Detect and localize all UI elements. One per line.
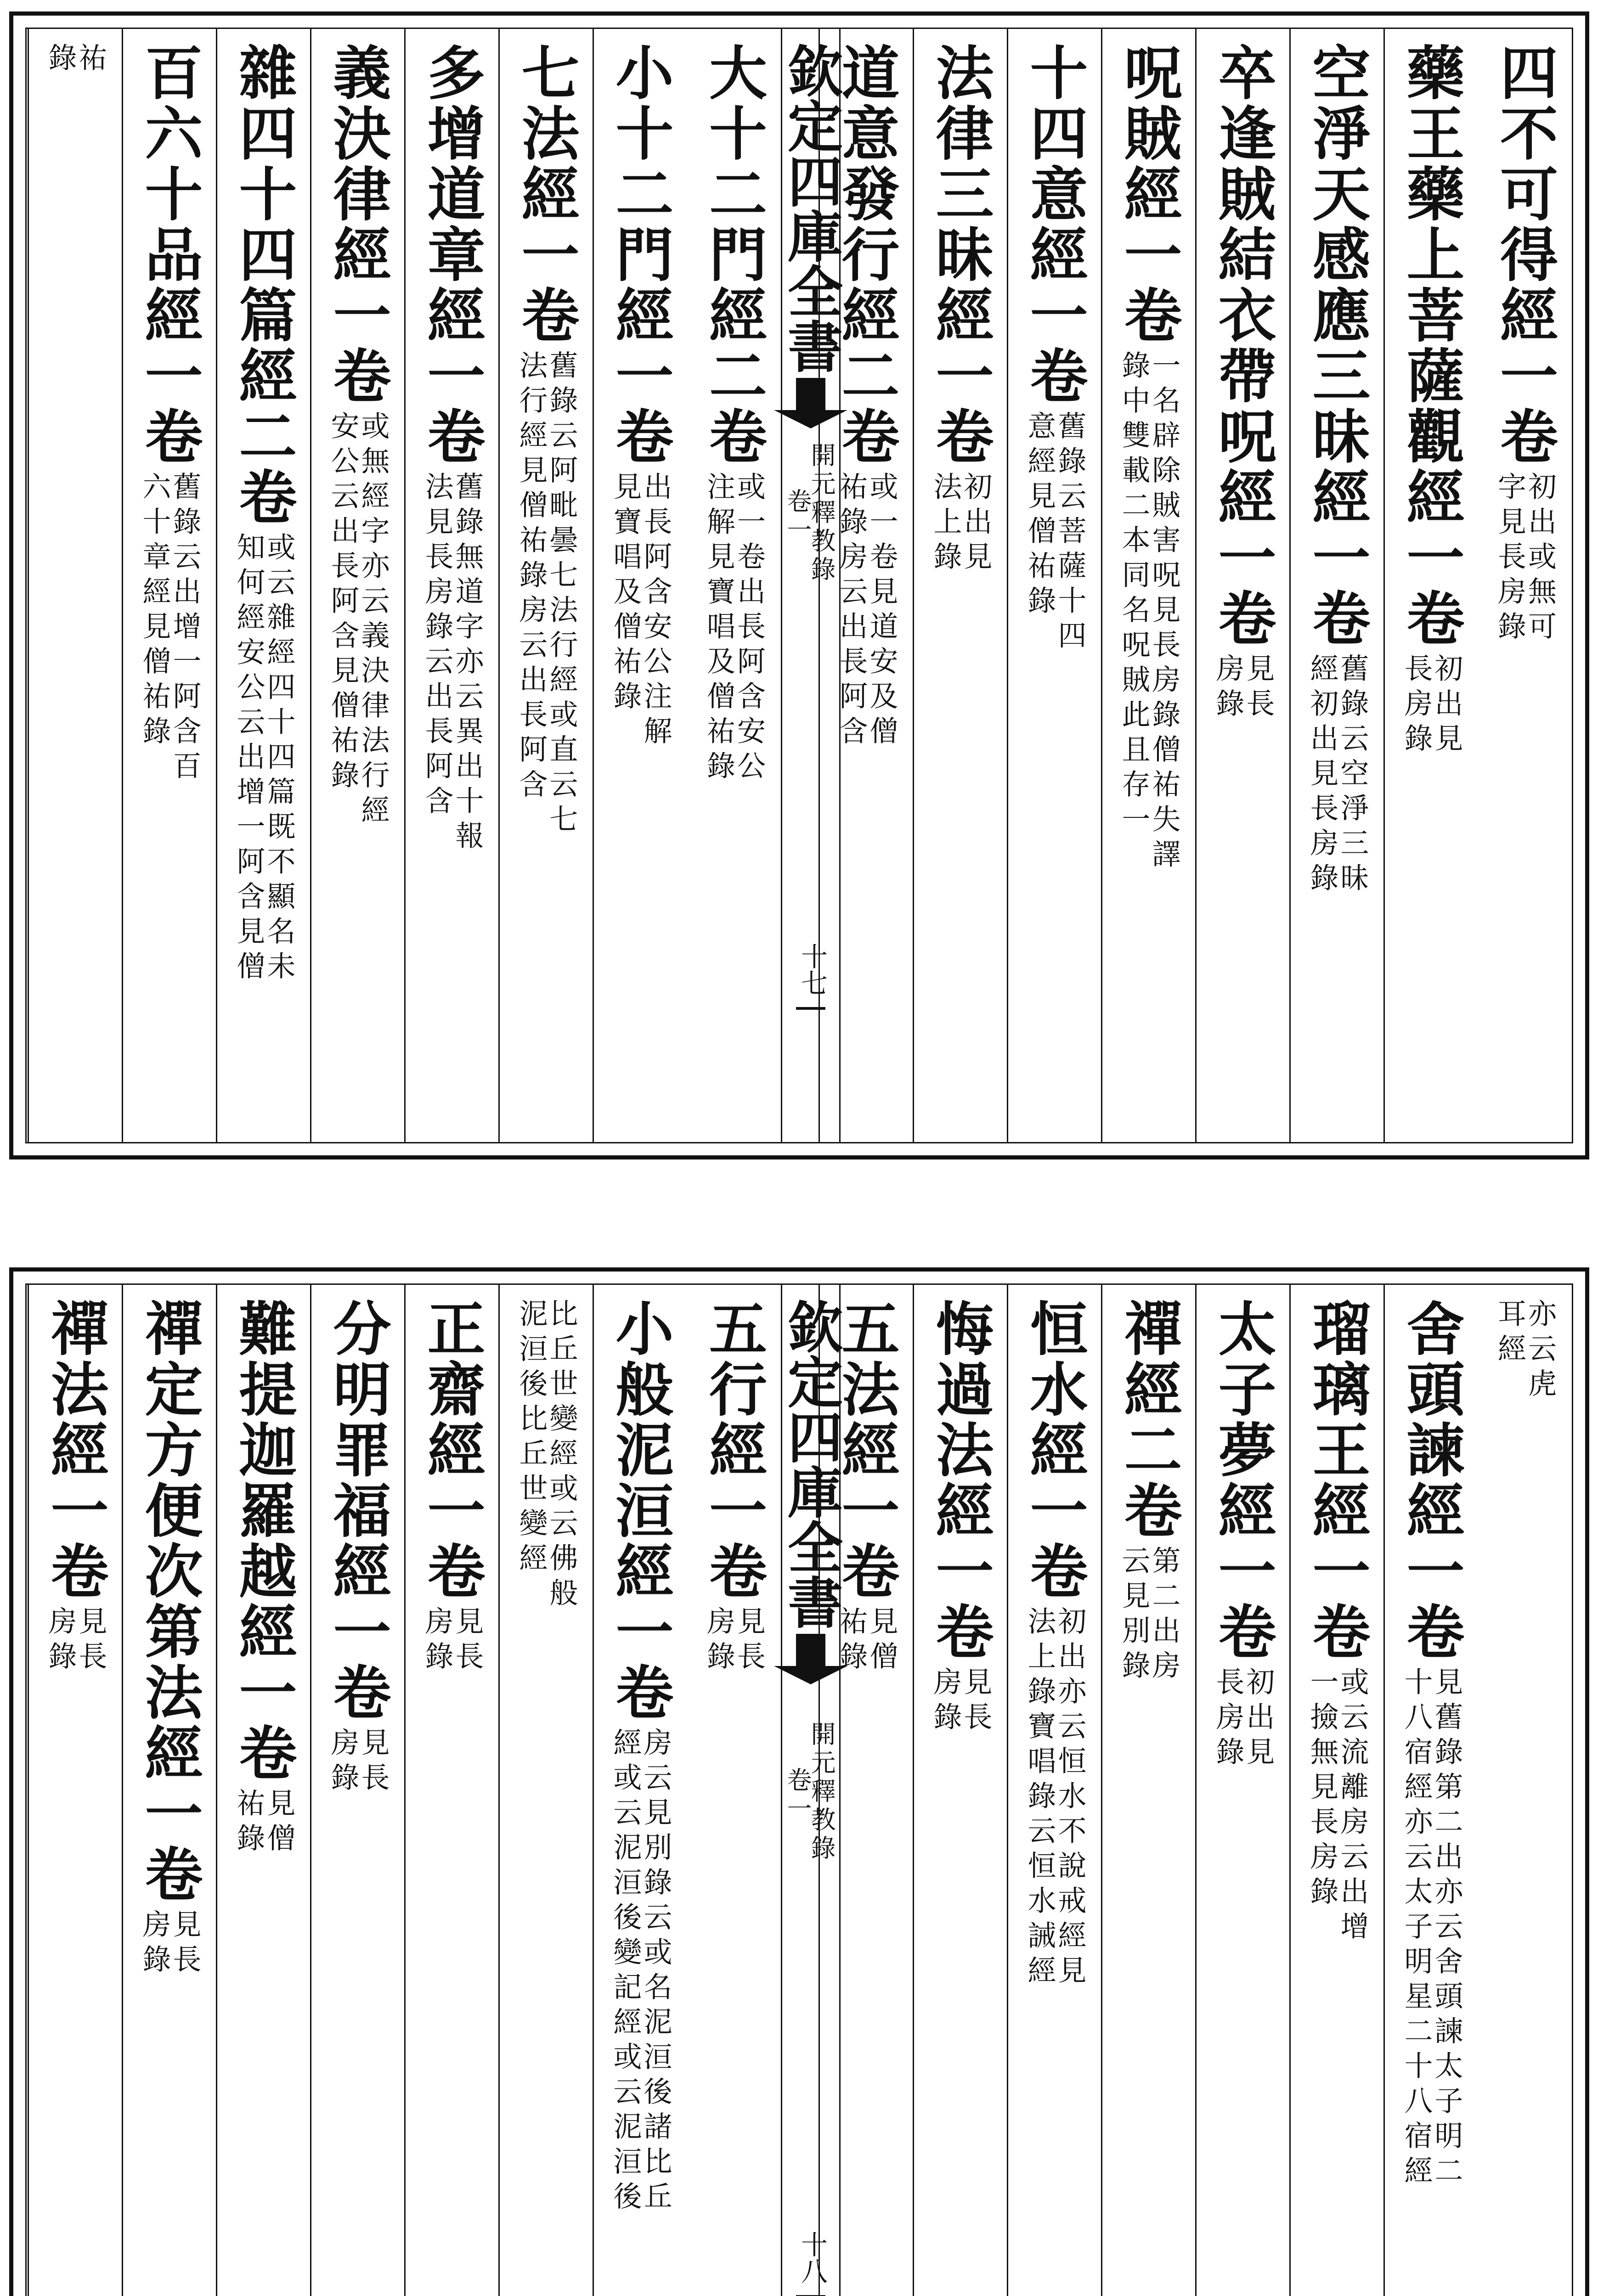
annotation-line: 一撿無見長房錄 bbox=[1305, 1667, 1339, 1911]
annotation-line: 舊錄云出增一阿含百 bbox=[168, 472, 202, 786]
sutra-title: 大十二門經二卷 bbox=[700, 43, 768, 467]
bottom-left-column bbox=[593, 1285, 687, 2296]
bottom-right-column bbox=[1383, 1285, 1478, 2296]
annotation-line: 房云見別錄云或名泥洹後諸比丘 bbox=[639, 1728, 672, 2216]
top-volume: 卷一 bbox=[783, 488, 812, 545]
top-left-column bbox=[687, 29, 781, 1142]
annotation-line: 見舊錄第二出亦云舍頭諫太子明二 bbox=[1430, 1667, 1463, 2190]
bottom-left-column bbox=[498, 1285, 593, 2296]
annotation-group bbox=[138, 472, 202, 786]
top-left-column bbox=[310, 29, 404, 1142]
bottom-left-column bbox=[404, 1285, 498, 2296]
annotation-line: 法行經見僧祐錄房云出長阿含 bbox=[514, 350, 548, 804]
sutra-title: 十四意經一卷 bbox=[1021, 43, 1089, 406]
annotation-group bbox=[1305, 1667, 1369, 1946]
sutra-title: 悔過法經一卷 bbox=[926, 1299, 994, 1662]
bottom-right-column bbox=[1195, 1285, 1289, 2296]
sutra-title: 禪定方便次第法經一卷 bbox=[135, 1299, 203, 1905]
top-right-column bbox=[1289, 29, 1383, 1142]
annotation-line: 十八宿經亦云太子明星二十八宿經 bbox=[1400, 1667, 1433, 2190]
top-book-title: 開元釋教錄 bbox=[807, 442, 836, 585]
annotation-group bbox=[929, 472, 993, 576]
annotation-line: 耳經 bbox=[1493, 1299, 1527, 1368]
annotation-group bbox=[611, 472, 670, 751]
sutra-title: 卒逢賊結衣帶呪經一卷 bbox=[1209, 43, 1277, 649]
annotation-line: 字見長房錄 bbox=[1493, 472, 1527, 646]
sutra-title: 禪法經一卷 bbox=[41, 1299, 109, 1602]
sutra-title: 小般泥洹經一卷 bbox=[606, 1299, 674, 1723]
bottom-volume: 卷一 bbox=[783, 1767, 812, 1824]
top-running-title: 欽定四庫全書 bbox=[779, 43, 843, 373]
bottom-right-column bbox=[1101, 1285, 1195, 2296]
annotation-line: 法上錄 bbox=[929, 472, 962, 576]
bottom-right-column bbox=[913, 1285, 1007, 2296]
sutra-title: 四不可得經一卷 bbox=[1490, 43, 1559, 467]
folio-top-inner-frame bbox=[25, 28, 1573, 1143]
annotation-line: 見僧 bbox=[262, 1788, 296, 1858]
annotation-line: 祐 bbox=[74, 43, 107, 78]
annotation-line: 初出見 bbox=[959, 472, 993, 576]
sutra-title: 法律三昧經一卷 bbox=[926, 43, 994, 467]
annotation-group bbox=[1023, 411, 1087, 655]
annotation-line: 或一卷見道安及僧 bbox=[865, 472, 898, 751]
annotation-line: 房錄 bbox=[702, 1606, 736, 1676]
annotation-group bbox=[837, 472, 896, 751]
annotation-group bbox=[420, 1606, 484, 1676]
annotation-line: 亦云虎 bbox=[1523, 1299, 1557, 1403]
annotation-line: 比丘世變經或云佛般 bbox=[545, 1299, 578, 1613]
top-right-column bbox=[1383, 29, 1478, 1142]
sutra-title: 空淨天感應三昧經一卷 bbox=[1303, 43, 1371, 649]
sutra-title: 正齋經一卷 bbox=[418, 1299, 486, 1602]
top-right-column bbox=[1101, 29, 1195, 1142]
annotation-group bbox=[1117, 1546, 1181, 1685]
annotation-line: 經初出見長房錄 bbox=[1305, 653, 1339, 898]
sutra-title: 藥王藥上菩薩觀經一卷 bbox=[1397, 43, 1465, 649]
bottom-page-number: 十八 bbox=[796, 2231, 828, 2284]
annotation-group bbox=[326, 1728, 390, 1797]
bottom-book-title: 開元釋教錄 bbox=[807, 1721, 836, 1863]
sutra-title: 五法經一卷 bbox=[832, 1299, 900, 1602]
annotation-line: 見長 bbox=[732, 1606, 766, 1676]
annotation-line: 見寶唱及僧祐錄 bbox=[609, 472, 642, 716]
annotation-group bbox=[929, 1667, 993, 1737]
annotation-line: 見長 bbox=[168, 1909, 202, 1979]
annotation-line: 安公云出長阿含見僧祐錄 bbox=[326, 411, 360, 795]
annotation-group bbox=[702, 1606, 766, 1676]
annotation-line: 房錄 bbox=[138, 1909, 171, 1979]
annotation-group bbox=[1493, 1299, 1557, 1403]
annotation-group bbox=[702, 472, 766, 786]
sutra-title: 百六十品經一卷 bbox=[135, 43, 203, 467]
sutra-title: 道意發行經二卷 bbox=[832, 43, 900, 467]
top-page-number: 十七 bbox=[796, 943, 828, 996]
top-left-column bbox=[404, 29, 498, 1142]
annotation-group bbox=[232, 532, 296, 986]
top-right-column bbox=[913, 29, 1007, 1142]
annotation-line: 泥洹後比丘世變經 bbox=[514, 1299, 548, 1578]
annotation-group bbox=[1402, 1667, 1461, 2190]
annotation-group bbox=[1402, 653, 1461, 758]
sutra-title: 七法經一卷 bbox=[512, 43, 580, 346]
annotation-line: 長房錄 bbox=[1211, 1667, 1245, 1772]
annotation-line: 見長 bbox=[1242, 653, 1275, 723]
sutra-title: 小十二門經一卷 bbox=[606, 43, 674, 467]
annotation-group bbox=[46, 1606, 105, 1676]
annotation-group bbox=[138, 1909, 202, 1979]
annotation-group bbox=[514, 350, 578, 839]
folio-bottom bbox=[9, 1267, 1589, 2296]
sutra-title: 雜四十四篇經二卷 bbox=[230, 43, 298, 528]
top-banxin bbox=[781, 29, 841, 1142]
annotation-line: 長房錄 bbox=[1400, 653, 1433, 758]
top-right-column bbox=[1007, 29, 1101, 1142]
annotation-line: 見長 bbox=[959, 1667, 993, 1737]
annotation-line: 舊錄云空淨三昧 bbox=[1336, 653, 1369, 898]
annotation-line: 祐錄房云出長阿含 bbox=[835, 472, 868, 751]
bottom-left-column bbox=[216, 1285, 310, 2296]
annotation-group bbox=[1493, 472, 1557, 646]
annotation-group bbox=[420, 472, 484, 855]
annotation-line: 注解見寶唱及僧祐錄 bbox=[702, 472, 736, 786]
sutra-title: 多增道章經一卷 bbox=[418, 43, 486, 467]
annotation-group bbox=[1211, 653, 1275, 723]
annotation-line: 祐錄 bbox=[835, 1606, 868, 1676]
annotation-group bbox=[232, 1788, 296, 1858]
annotation-line: 錄 bbox=[44, 43, 77, 78]
folio-top bbox=[9, 11, 1589, 1159]
sutra-title: 太子夢經一卷 bbox=[1209, 1299, 1277, 1662]
bottom-left-column bbox=[687, 1285, 781, 2296]
sutra-title: 五行經一卷 bbox=[700, 1299, 768, 1602]
top-left-column bbox=[28, 29, 122, 1142]
sutra-title: 難提迦羅越經一卷 bbox=[230, 1299, 298, 1784]
annotation-line: 一名辟除賊害呪見長房錄僧祐失譯 bbox=[1147, 350, 1181, 874]
top-left-column bbox=[593, 29, 687, 1142]
annotation-line: 經或云泥洹後變記經或云泥洹後 bbox=[609, 1728, 642, 2216]
top-fishtail-ornament bbox=[796, 378, 825, 410]
top-fishtail-bottom bbox=[796, 1007, 825, 1010]
annotation-line: 舊錄無道字亦云異出十報 bbox=[451, 472, 484, 855]
bottom-fishtail-ornament bbox=[796, 1634, 825, 1666]
annotation-group bbox=[611, 1728, 670, 2216]
bottom-right-column bbox=[1007, 1285, 1101, 2296]
bottom-left-column bbox=[310, 1285, 404, 2296]
annotation-group bbox=[46, 43, 105, 78]
annotation-line: 見長 bbox=[74, 1606, 107, 1676]
annotation-group bbox=[326, 411, 390, 830]
annotation-line: 第二出房 bbox=[1147, 1546, 1181, 1685]
annotation-line: 房錄 bbox=[929, 1667, 962, 1737]
annotation-line: 錄中雙載二本同名呪賊此且存一 bbox=[1117, 350, 1151, 839]
sutra-title: 分明罪福經一卷 bbox=[324, 1299, 392, 1723]
sutra-title: 舍頭諫經一卷 bbox=[1397, 1299, 1465, 1662]
annotation-group bbox=[1023, 1606, 1087, 1990]
annotation-group bbox=[1211, 1667, 1275, 1772]
annotation-line: 初出亦云恒水不說戒經見 bbox=[1053, 1606, 1087, 1990]
annotation-group bbox=[514, 1299, 578, 1613]
bottom-left-column bbox=[122, 1285, 216, 2296]
annotation-line: 六十章經見僧祐錄 bbox=[138, 472, 171, 751]
annotation-line: 意經見僧祐錄 bbox=[1023, 411, 1056, 620]
top-left-column bbox=[216, 29, 310, 1142]
annotation-line: 或云流離房云出增 bbox=[1336, 1667, 1369, 1946]
annotation-line: 或云雜經四十四篇既不顯名未 bbox=[262, 532, 296, 986]
annotation-line: 見長 bbox=[451, 1606, 484, 1676]
sutra-title: 禪經二卷 bbox=[1115, 1299, 1183, 1541]
bottom-right-column bbox=[1289, 1285, 1383, 2296]
annotation-line: 舊錄云菩薩十四 bbox=[1053, 411, 1087, 655]
sutra-title: 恒水經一卷 bbox=[1021, 1299, 1089, 1602]
annotation-line: 初出見 bbox=[1430, 653, 1463, 758]
folio-bottom-inner-frame bbox=[25, 1283, 1573, 2296]
bottom-banxin bbox=[781, 1285, 841, 2296]
annotation-group bbox=[1117, 350, 1181, 874]
bottom-right-column bbox=[1478, 1285, 1572, 2296]
bottom-running-title: 欽定四庫全書 bbox=[779, 1299, 843, 1629]
sutra-title: 義決律經一卷 bbox=[324, 43, 392, 406]
annotation-line: 舊錄云阿毗曇七法行經或直云七 bbox=[545, 350, 578, 839]
annotation-line: 法上錄寶唱錄云恒水誡經 bbox=[1023, 1606, 1056, 1990]
annotation-line: 房錄 bbox=[44, 1606, 77, 1676]
annotation-line: 初出或無可 bbox=[1523, 472, 1557, 646]
annotation-line: 法見長房錄云出長阿含 bbox=[420, 472, 454, 821]
annotation-line: 見長 bbox=[356, 1728, 390, 1797]
sutra-title: 瑠璃王經一卷 bbox=[1303, 1299, 1371, 1662]
annotation-line: 祐錄 bbox=[232, 1788, 265, 1858]
annotation-line: 或無經字亦云義決律法行經 bbox=[356, 411, 390, 830]
annotation-line: 初出見 bbox=[1242, 1667, 1275, 1772]
annotation-line: 房錄 bbox=[420, 1606, 454, 1676]
top-left-column bbox=[498, 29, 593, 1142]
annotation-line: 云見別錄 bbox=[1117, 1546, 1151, 1685]
annotation-line: 房錄 bbox=[1211, 653, 1245, 723]
annotation-line: 見僧 bbox=[865, 1606, 898, 1676]
top-left-column bbox=[122, 29, 216, 1142]
annotation-line: 或一卷出長阿含安公 bbox=[732, 472, 766, 786]
bottom-left-column bbox=[28, 1285, 122, 2296]
annotation-group bbox=[1305, 653, 1369, 898]
annotation-line: 出長阿含安公注解 bbox=[639, 472, 672, 751]
top-right-column bbox=[1478, 29, 1572, 1142]
annotation-line: 房錄 bbox=[326, 1728, 360, 1797]
annotation-line: 知何經安公云出增一阿含見僧 bbox=[232, 532, 265, 986]
top-right-column bbox=[1195, 29, 1289, 1142]
sutra-title: 呪賊經一卷 bbox=[1115, 43, 1183, 346]
